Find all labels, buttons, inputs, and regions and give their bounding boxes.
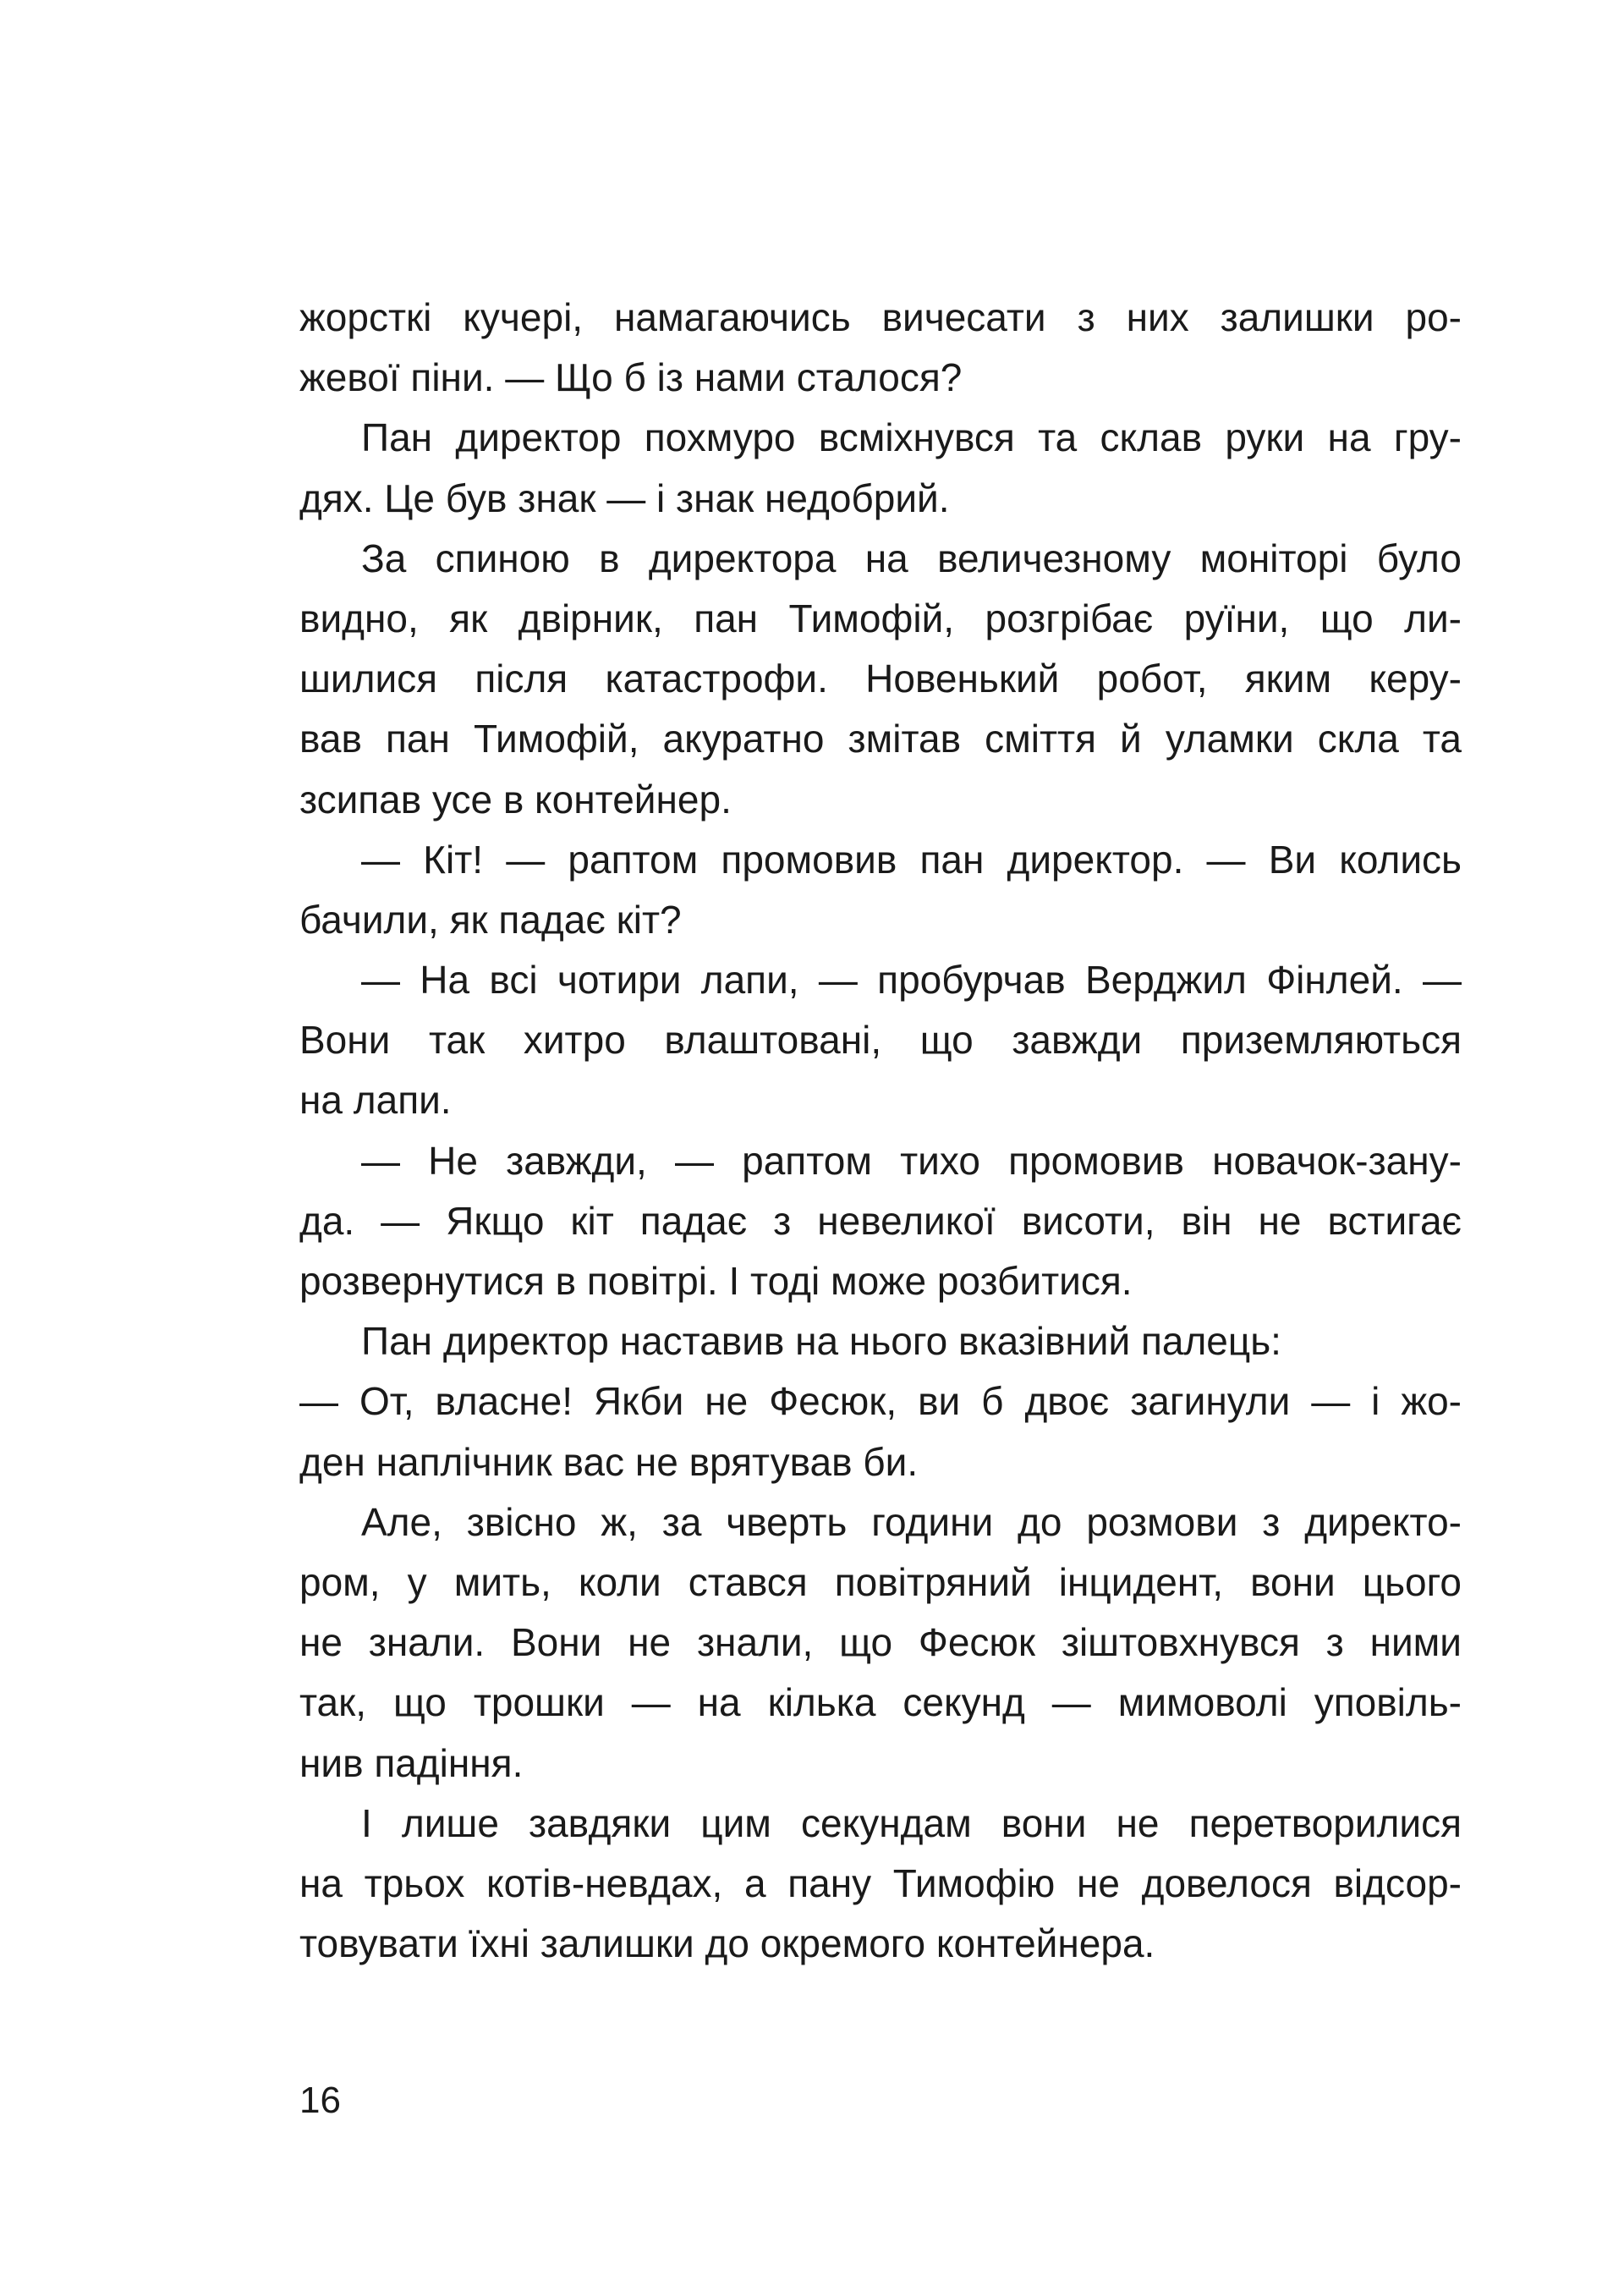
text-line: нив падіння.	[299, 1740, 524, 1785]
text-line: жевої піни. — Що б із нами сталося?	[299, 355, 963, 400]
text-line: — Не завжди, — раптом тихо промовив новачок-зану-	[361, 1138, 1462, 1183]
text-line: розвернутися в повітрі. І тоді може розбитися.	[299, 1259, 1133, 1303]
text-line: І лише завдяки цим секундам вони не перетворилися	[361, 1800, 1462, 1845]
text-line: жорсткі кучері, намагаючись вичесати з них залишки ро-	[299, 295, 1462, 339]
text-line: на лапи.	[299, 1078, 452, 1123]
text-line: да. — Якщо кіт падає з невеликої висоти, він не встигає	[299, 1198, 1462, 1243]
text-line: бачили, як падає кіт?	[299, 897, 682, 942]
text-line: За спиною в директора на величезному моніторі було	[361, 536, 1462, 580]
text-line: шилися після катастрофи. Новенький робот, яким керу-	[299, 657, 1462, 701]
text-line: ден наплічник вас не врятував би.	[299, 1439, 919, 1484]
text-line: Але, звісно ж, за чверть години до розмови з директо-	[361, 1499, 1462, 1544]
text-line: — Кіт! — раптом промовив пан директор. — Ви колись	[361, 837, 1462, 882]
text-line: ром, у мить, коли стався повітряний інцидент, вони цього	[299, 1559, 1462, 1604]
text-line: на трьох котів-невдах, а пану Тимофію не довелося відсор-	[299, 1860, 1462, 1905]
page-number: 16	[299, 2080, 341, 2121]
body-text	[299, 288, 1462, 1974]
text-line: Вони так хитро влаштовані, що завжди приземляються	[299, 1018, 1462, 1063]
text-line: — От, власне! Якби не Фесюк, ви б двоє загинули — і жо-	[299, 1379, 1462, 1424]
text-line: дях. Це був знак — і знак недобрий.	[299, 475, 950, 520]
text-line: — На всі чотири лапи, — пробурчав Верджил Фінлей. —	[361, 958, 1462, 1003]
text-line: так, що трошки — на кілька секунд — мимоволі уповіль-	[299, 1680, 1462, 1725]
text-line: видно, як двірник, пан Тимофій, розгрібає руїни, що ли-	[299, 596, 1462, 640]
text-line: не знали. Вони не знали, що Фесюк зіштовхнувся з ними	[299, 1620, 1462, 1665]
text-line: Пан директор похмуро всміхнувся та склав руки на гру-	[361, 415, 1462, 460]
text-line: Пан директор наставив на нього вказівний палець:	[361, 1319, 1281, 1364]
text-line: товувати їхні залишки до окремого контейнера.	[299, 1921, 1155, 1966]
text-line: зсипав усе в контейнер.	[299, 777, 732, 822]
text-line: вав пан Тимофій, акуратно змітав сміття й уламки скла та	[299, 717, 1462, 761]
